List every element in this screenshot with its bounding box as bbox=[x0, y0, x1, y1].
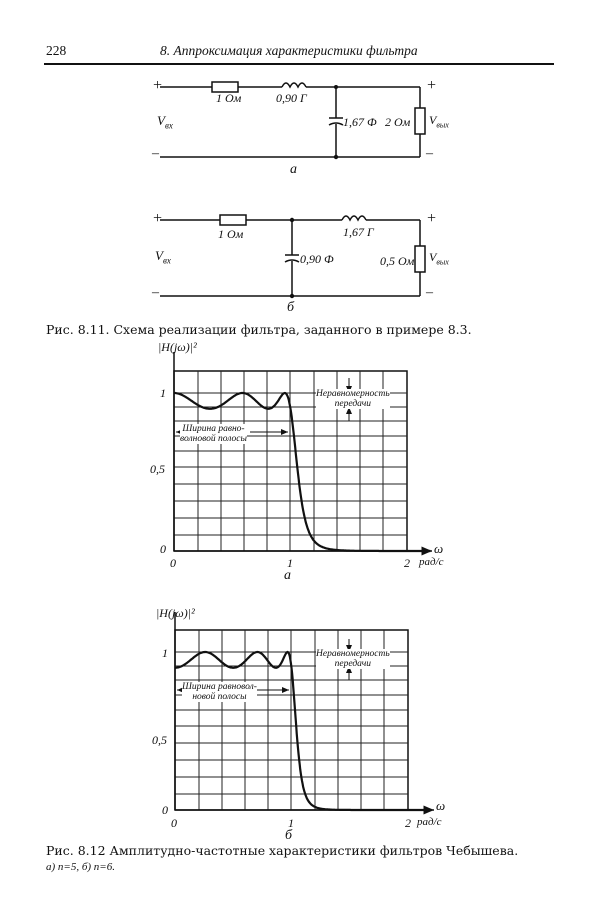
circuit-b-plus-in: + bbox=[152, 210, 163, 227]
chart-b-omega: ω bbox=[436, 798, 446, 813]
chart-b-band-annotation: Ширина равновол- новой полосы bbox=[182, 682, 257, 702]
circuit-a-r-load-label: 2 Ом bbox=[385, 115, 411, 129]
fig-8-12-subcaption: а) n=5, б) n=6. bbox=[46, 861, 115, 873]
circuit-a-plus-in: + bbox=[152, 77, 163, 94]
chart-a-ripple-annotation: Неравномерность передачи bbox=[316, 389, 390, 409]
chart-b-ylabel: |H(jω)|² bbox=[156, 606, 195, 620]
circuit-b-r-load-label: 0,5 Ом bbox=[380, 254, 415, 268]
chart-a-panel-label: а bbox=[284, 568, 291, 583]
chart-a-xtick-1: 1 bbox=[287, 556, 293, 570]
circuit-b-v-in: $V_{вх}$ bbox=[155, 248, 171, 266]
chart-b-ytick-05: 0,5 bbox=[152, 733, 167, 747]
page-number: 228 bbox=[46, 43, 67, 58]
circuit-a-capacitor-label: 1,67 Ф bbox=[343, 115, 377, 129]
circuit-b-v-out: $V_{вых}$ bbox=[429, 250, 449, 267]
circuit-a-v-out: $V_{вых}$ bbox=[429, 113, 449, 130]
resistor-b-load bbox=[415, 246, 425, 272]
circuit-a-minus-out: – bbox=[426, 146, 433, 161]
chart-a-band-annotation: Ширина равно- волновой полосы bbox=[180, 424, 247, 444]
chart-a-ytick-05: 0,5 bbox=[150, 462, 165, 476]
chart-a-ylabel: |H(jω)|² bbox=[158, 340, 197, 354]
circuit-a-r-in-label: 1 Ом bbox=[216, 91, 242, 105]
chart-a-ytick-0: 0 bbox=[160, 542, 166, 556]
circuit-b-r-in-label: 1 Ом bbox=[218, 227, 244, 241]
chart-b-xtick-1: 1 bbox=[288, 816, 294, 830]
fig-8-12-caption: Рис. 8.12 Амплитудно-частотные характеристики фильтров Чебышева. bbox=[46, 843, 519, 858]
chart-b-ripple-annotation: Неравномерность передачи bbox=[316, 649, 390, 669]
circuit-a-plus-out: + bbox=[426, 77, 437, 94]
chart-b-ytick-0: 0 bbox=[162, 803, 168, 817]
chart-b-ytick-1: 1 bbox=[162, 646, 168, 660]
chart-a-xtick-2: 2 bbox=[404, 556, 410, 570]
chart-b-xtick-0: 0 bbox=[171, 816, 177, 830]
chart-b-response-curve bbox=[175, 652, 431, 810]
chart-b-panel-label: б bbox=[285, 828, 293, 843]
inductor-b bbox=[342, 216, 366, 220]
chart-b-unit: рад/с bbox=[417, 816, 442, 828]
chart-a-grid bbox=[174, 352, 432, 551]
circuit-b-minus-out: – bbox=[426, 285, 433, 300]
chart-a-xtick-0: 0 bbox=[170, 556, 176, 570]
chart-b-grid bbox=[175, 612, 434, 810]
circuit-b-capacitor-label: 0,90 Ф bbox=[300, 252, 334, 266]
resistor-a-load bbox=[415, 108, 425, 134]
circuit-b-label: б bbox=[287, 300, 295, 315]
circuit-a-label: а bbox=[290, 162, 297, 177]
chart-b-xtick-2: 2 bbox=[405, 816, 411, 830]
chart-a-response-curve bbox=[174, 393, 430, 551]
circuit-b-minus-in: – bbox=[152, 285, 159, 300]
inductor-a bbox=[282, 83, 306, 87]
circuit-a-minus-in: – bbox=[152, 146, 159, 161]
fig-8-11-caption: Рис. 8.11. Схема реализации фильтра, заданного в примере 8.3. bbox=[46, 322, 472, 337]
chart-a-ytick-1: 1 bbox=[160, 386, 166, 400]
running-title: 8. Аппроксимация характеристики фильтра bbox=[160, 43, 418, 58]
circuit-b-inductor-label: 1,67 Г bbox=[343, 225, 374, 239]
chart-a-omega: ω bbox=[434, 541, 444, 556]
chart-a-unit: рад/с bbox=[419, 556, 444, 568]
circuit-a-inductor-label: 0,90 Г bbox=[276, 91, 307, 105]
circuit-b-plus-out: + bbox=[426, 210, 437, 227]
circuit-a-v-in: $V_{вх}$ bbox=[157, 113, 173, 131]
resistor-b-input bbox=[220, 215, 246, 225]
